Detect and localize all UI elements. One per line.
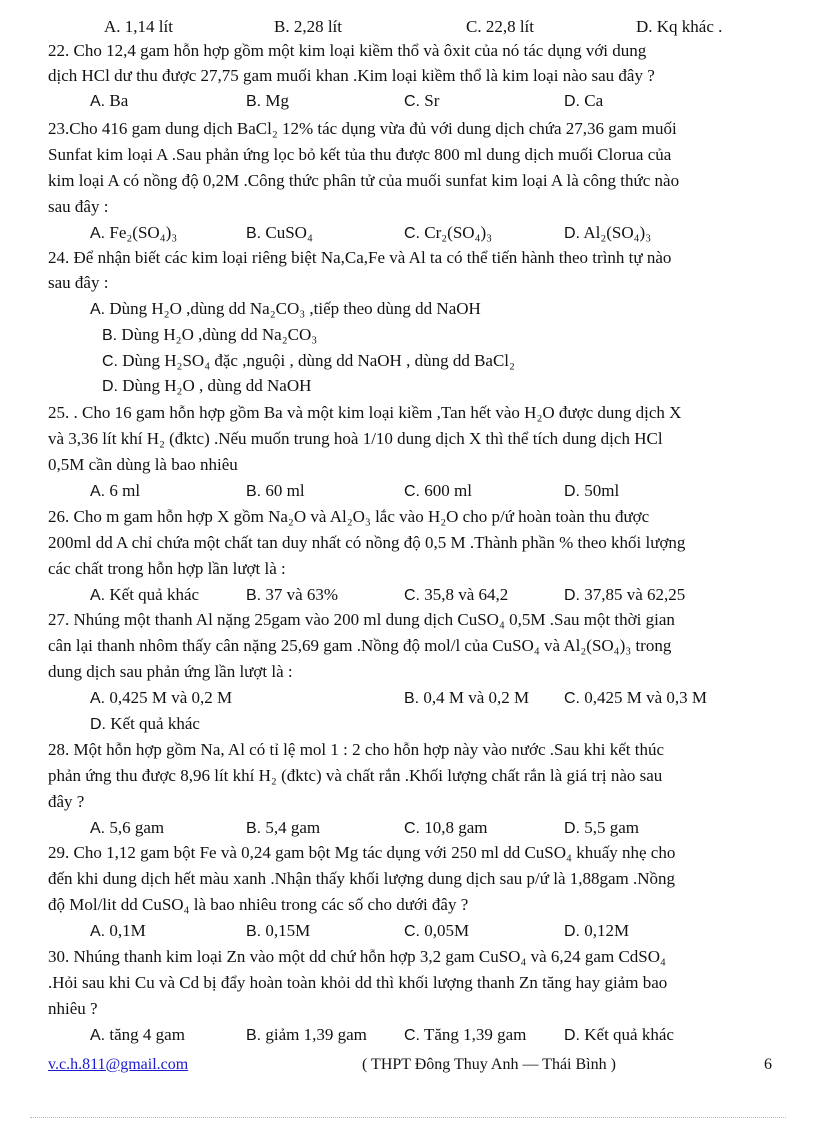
q27-line-3: dung dịch sau phản ứng lần lượt là : — [48, 662, 293, 681]
q26-option-a: A. Kết quả khác — [90, 585, 200, 604]
q28-option-d: D. 5,5 gam — [564, 818, 640, 837]
q23-line-3: kim loại A có nồng độ 0,2M .Công thức phân tử của muối sunfat kim loại A là công thức nào — [48, 171, 680, 190]
q23-option-d: D. Al₂(SO₄)₃ — [564, 223, 652, 242]
q30-line-3: nhiêu ? — [48, 999, 98, 1018]
page-bottom-divider — [30, 1117, 786, 1118]
q25-line-1: 25. . Cho 16 gam hỗn hợp gồm Ba và một kim loại kiềm ,Tan hết vào H₂O được dung dịch X — [48, 403, 682, 422]
q29-line-1: 29. Cho 1,12 gam bột Fe và 0,24 gam bột Mg tác dụng với 250 ml dd CuSO₄ khuấy nhẹ cho — [48, 843, 676, 862]
q21-option-a: A. 1,14 lít — [104, 17, 173, 36]
q30-option-b: B. giảm 1,39 gam — [246, 1025, 367, 1044]
q30-option-a: A. tăng 4 gam — [90, 1025, 185, 1044]
q22-line-1: 22. Cho 12,4 gam hỗn hợp gồm một kim loại kiềm thổ và ôxit của nó tác dụng với dung — [48, 41, 647, 60]
q24-option-c: C. Dùng H₂SO₄ đặc ,nguội , dùng dd NaOH , dùng dd BaCl₂ — [102, 351, 515, 370]
q23-option-c: C. Cr₂(SO₄)₃ — [404, 223, 493, 242]
q27-option-d: D. Kết quả khác — [90, 714, 200, 733]
q22-line-2: dịch HCl dư thu được 27,75 gam muối khan .Kim loại kiềm thổ là kim loại nào sau đây ? — [48, 66, 655, 85]
q21-option-b: B. 2,28 lít — [274, 17, 343, 36]
q27-option-b: B. 0,4 M và 0,2 M — [404, 688, 530, 707]
page-number: 6 — [764, 1056, 772, 1073]
q24-line-2: sau đây : — [48, 273, 109, 292]
q28-line-2: phản ứng thu được 8,96 lít khí H₂ (đktc) và chất rắn .Khối lượng chất rắn là giá trị nào sau — [48, 766, 663, 785]
q29-option-d: D. 0,12M — [564, 921, 630, 940]
q29-line-3: độ Mol/lit dd CuSO₄ là bao nhiêu trong các số cho dưới đây ? — [48, 895, 469, 914]
q28-option-b: B. 5,4 gam — [246, 818, 321, 837]
q27-line-1: 27. Nhúng một thanh Al nặng 25gam vào 200 ml dung dịch CuSO₄ 0,5M .Sau một thời gian — [48, 610, 675, 629]
q26-line-2: 200ml dd A chỉ chứa một chất tan duy nhất có nồng độ 0,5 M .Thành phần % theo khối lượng — [48, 533, 686, 552]
q23-option-b: B. CuSO₄ — [246, 223, 313, 242]
q28-line-3: đây ? — [48, 792, 85, 811]
q29-line-2: đến khi dung dịch hết màu xanh .Nhận thấy khối lượng dung dịch sau p/ứ là 1,88gam .Nồng — [48, 869, 676, 888]
q28-line-1: 28. Một hỗn hợp gồm Na, Al có tỉ lệ mol 1 : 2 cho hỗn hợp này vào nước .Sau khi kết thúc — [48, 740, 665, 759]
q22-option-c: C. Sr — [404, 91, 440, 110]
q30-line-2: .Hỏi sau khi Cu và Cd bị đẩy hoàn toàn khỏi dd thì khối lượng thanh Zn tăng hay giảm bao — [48, 973, 668, 992]
q24-line-1: 24. Để nhận biết các kim loại riêng biệt Na,Ca,Fe và Al ta có thể tiến hành theo trình tự nào — [48, 248, 672, 267]
q28-option-c: C. 10,8 gam — [404, 818, 488, 837]
q25-option-c: C. 600 ml — [404, 481, 472, 500]
q25-option-d: D. 50ml — [564, 481, 620, 500]
q22-option-a: A. Ba — [90, 91, 129, 110]
q25-option-b: B. 60 ml — [246, 481, 305, 500]
q27-option-a: A. 0,425 M và 0,2 M — [90, 688, 233, 707]
q30-option-d: D. Kết quả khác — [564, 1025, 674, 1044]
q24-option-d: D. Dùng H₂O , dùng dd NaOH — [102, 376, 312, 395]
q29-option-c: C. 0,05M — [404, 921, 470, 940]
q27-line-2: cân lại thanh nhôm thấy cân nặng 25,69 gam .Nồng độ mol/l của CuSO₄ và Al₂(SO₄)₃ trong — [48, 636, 672, 655]
q27-option-c: C. 0,425 M và 0,3 M — [564, 688, 708, 707]
q26-line-3: các chất trong hỗn hợp lần lượt là : — [48, 559, 286, 578]
q22-option-b: B. Mg — [246, 91, 289, 110]
q24-option-b: B. Dùng H₂O ,dùng dd Na₂CO₃ — [102, 325, 318, 344]
q21-option-c: C. 22,8 lít — [466, 17, 535, 36]
footer-school: ( THPT Đông Thuy Anh — Thái Bình ) — [362, 1056, 616, 1073]
footer-email-link[interactable]: v.c.h.811@gmail.com — [48, 1056, 189, 1073]
q26-line-1: 26. Cho m gam hỗn hợp X gồm Na₂O và Al₂O₃ lắc vào H₂O cho p/ứ hoàn toàn thu được — [48, 507, 650, 526]
q22-option-d: D. Ca — [564, 91, 604, 110]
q23-option-a: A. Fe₂(SO₄)₃ — [90, 223, 178, 242]
q29-option-a: A. 0,1M — [90, 921, 146, 940]
q23-line-2: Sunfat kim loại A .Sau phản ứng lọc bỏ kết tủa thu được 800 ml dung dịch muối Clorua của — [48, 145, 672, 164]
q23-line-1: 23.Cho 416 gam dung dịch BaCl₂ 12% tác dụng vừa đủ với dung dịch chứa 27,36 gam muối — [48, 119, 677, 138]
q23-line-4: sau đây : — [48, 197, 109, 216]
q30-line-1: 30. Nhúng thanh kim loại Zn vào một dd chứ hỗn hợp 3,2 gam CuSO₄ và 6,24 gam CdSO₄ — [48, 947, 666, 966]
q29-option-b: B. 0,15M — [246, 921, 311, 940]
q24-option-a: A. Dùng H₂O ,dùng dd Na₂CO₃ ,tiếp theo dùng dd NaOH — [90, 299, 481, 318]
q30-option-c: C. Tăng 1,39 gam — [404, 1025, 527, 1044]
q25-option-a: A. 6 ml — [90, 481, 141, 500]
q26-option-d: D. 37,85 và 62,25 — [564, 585, 686, 604]
q25-line-2: và 3,36 lít khí H₂ (đktc) .Nếu muốn trung hoà 1/10 dung dịch X thì thể tích dung dịch HCl — [48, 429, 663, 448]
q28-option-a: A. 5,6 gam — [90, 818, 165, 837]
q26-option-c: C. 35,8 và 64,2 — [404, 585, 509, 604]
q25-line-3: 0,5M cần dùng là bao nhiêu — [48, 455, 238, 474]
q26-option-b: B. 37 và 63% — [246, 585, 339, 604]
q21-option-d: D. Kq khác . — [636, 17, 723, 36]
